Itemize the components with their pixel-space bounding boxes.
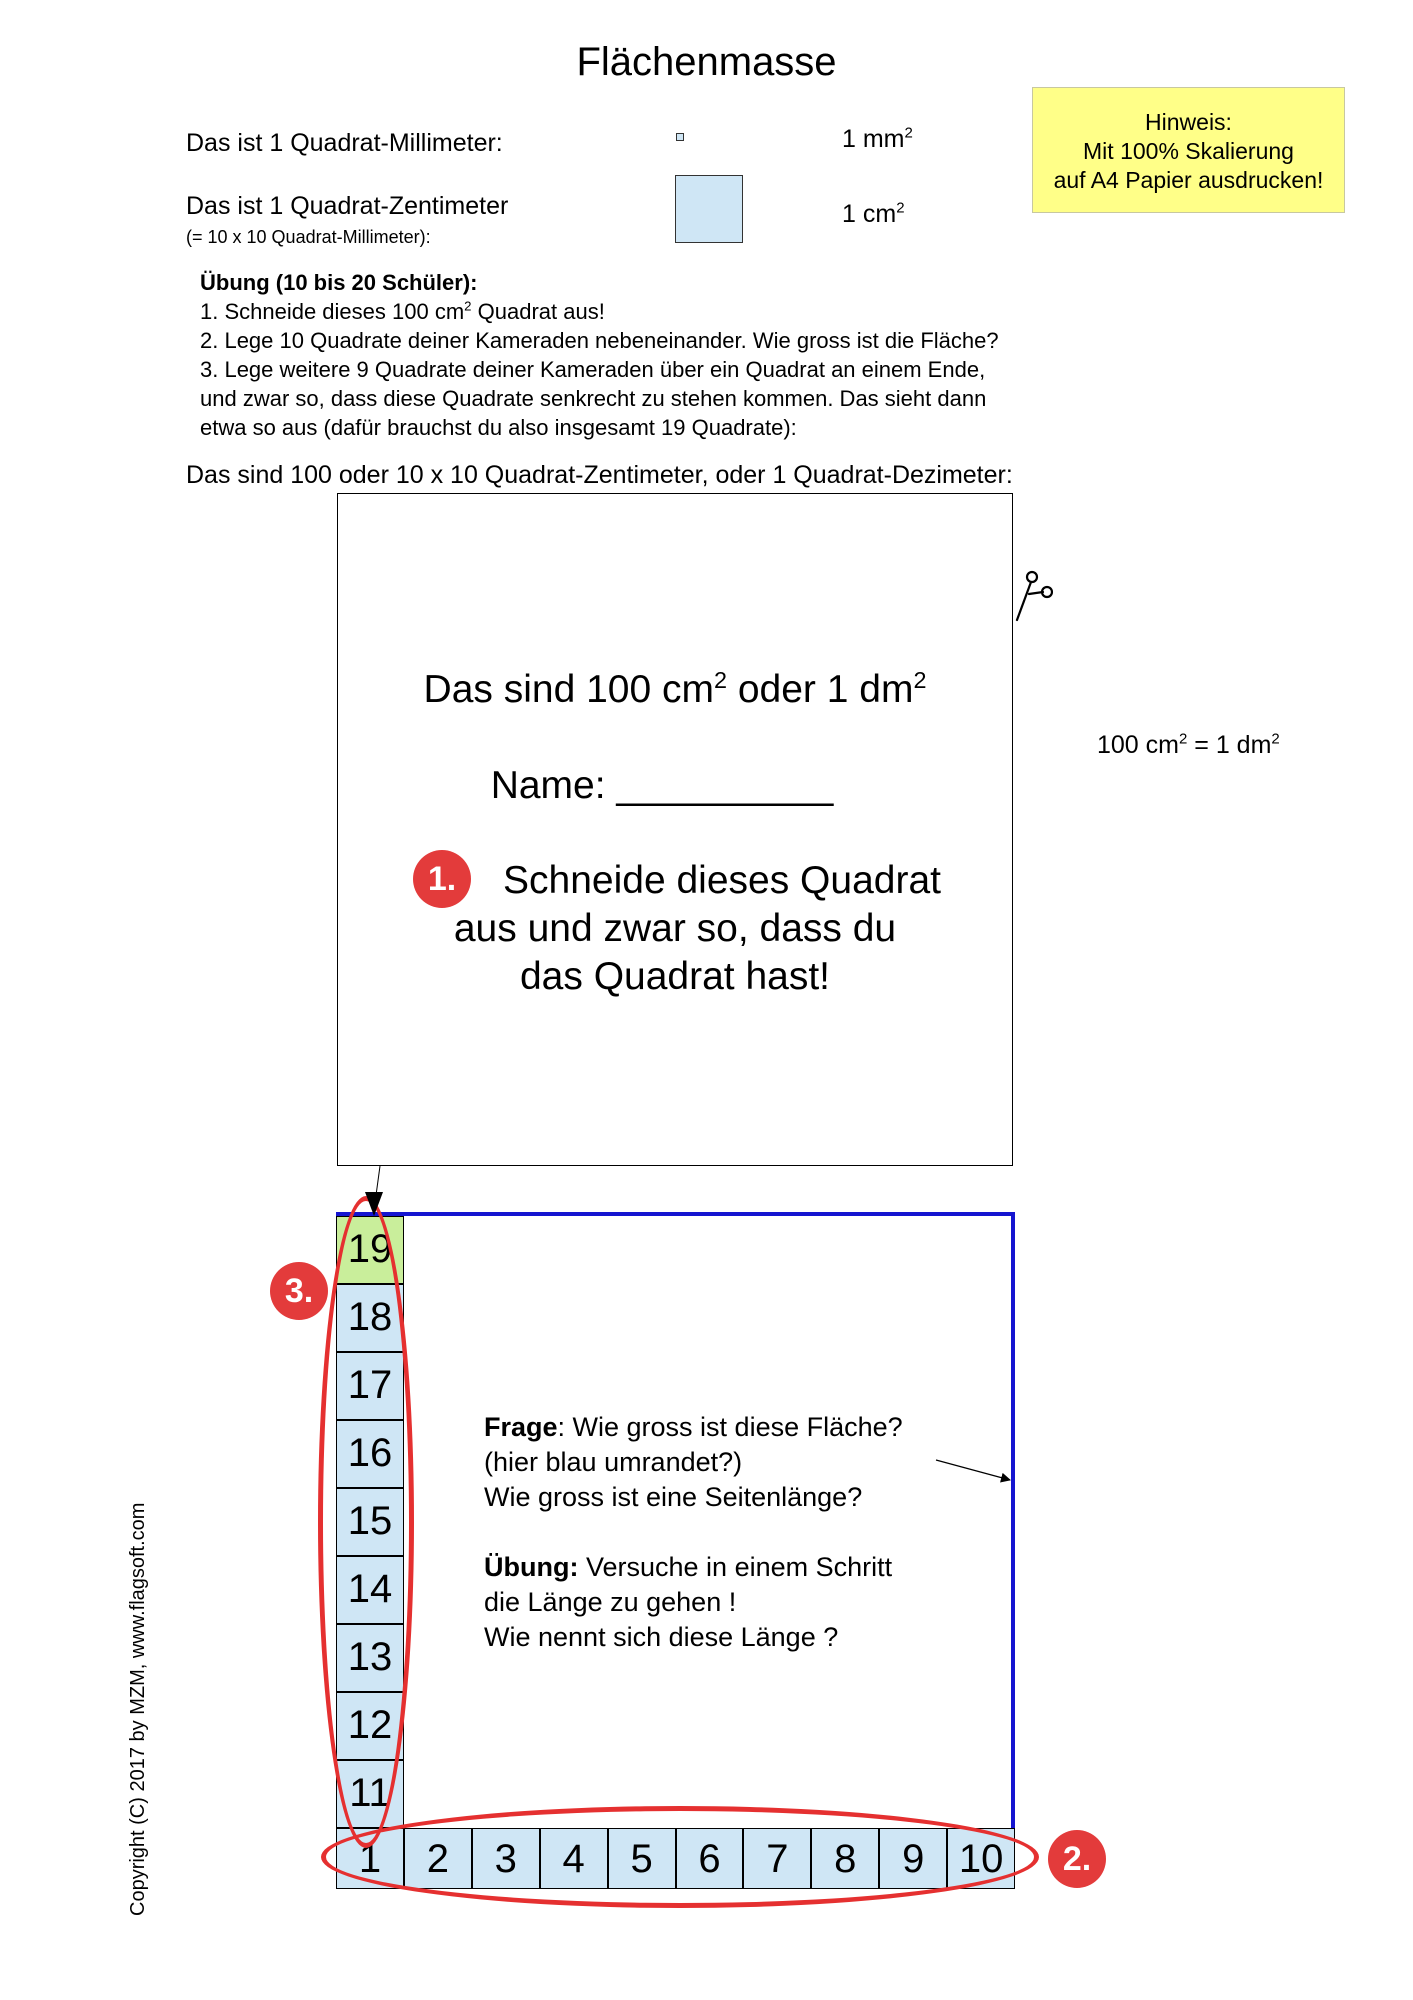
row-cell: 9 xyxy=(879,1828,947,1889)
uebung-line-2: die Länge zu gehen ! xyxy=(484,1587,737,1617)
square-headline-b: oder 1 dm xyxy=(727,668,914,711)
column-cell: 17 xyxy=(336,1352,404,1420)
square-headline-a: Das sind 100 cm xyxy=(423,668,714,711)
square-instruction-line-1: Schneide dieses Quadrat xyxy=(503,859,941,902)
row-cell: 3 xyxy=(472,1828,540,1889)
row-cell: 2 xyxy=(404,1828,472,1889)
column-cell: 11 xyxy=(336,1760,404,1828)
equation-b: = 1 dm xyxy=(1187,731,1272,759)
exercise-line-1-a: 1. Schneide dieses 100 cm xyxy=(200,299,465,324)
column-cell: 18 xyxy=(336,1284,404,1352)
square-headline-exp-2: 2 xyxy=(913,667,927,693)
exercise-line-1-exp: 2 xyxy=(464,298,472,314)
row-cell: 5 xyxy=(608,1828,676,1889)
uebung-line-3: Wie nennt sich diese Länge ? xyxy=(484,1622,839,1652)
exercise-line-4: und zwar so, dass diese Quadrate senkrecht zu stehen kommen. Das sieht dann xyxy=(200,386,987,411)
mm-unit-exp: 2 xyxy=(904,124,913,142)
square-instruction-line-2: aus und zwar so, dass du xyxy=(453,907,897,950)
square-headline-exp-1: 2 xyxy=(714,667,728,693)
frage-label: Frage xyxy=(484,1412,558,1442)
exercise-line-1-b: Quadrat aus! xyxy=(471,299,605,324)
row-cell: 1 xyxy=(336,1828,404,1889)
row-cell: 8 xyxy=(811,1828,879,1889)
page-title: Flächenmasse xyxy=(576,40,837,84)
step-2-badge: 2. xyxy=(1048,1830,1106,1888)
row-cell: 4 xyxy=(540,1828,608,1889)
mm-unit-base: 1 mm xyxy=(842,125,905,153)
exercise-heading: Übung (10 bis 20 Schüler): xyxy=(200,270,478,295)
square-instruction-line-3: das Quadrat hast! xyxy=(519,955,831,998)
exercise-line-2: 2. Lege 10 Quadrate deiner Kameraden nebeneinander. Wie gross ist die Fläche? xyxy=(200,328,999,353)
frage-text: : Wie gross ist diese Fläche? xyxy=(557,1412,903,1442)
question-block xyxy=(484,1410,1004,1655)
row-cell: 7 xyxy=(743,1828,811,1889)
question-line-2: (hier blau umrandet?) xyxy=(484,1447,743,1477)
column-cell: 14 xyxy=(336,1556,404,1624)
equation-exp-2: 2 xyxy=(1271,730,1280,748)
step-3-badge: 3. xyxy=(270,1262,328,1320)
column-cell: 13 xyxy=(336,1624,404,1692)
mm-label: Das ist 1 Quadrat-Millimeter: xyxy=(186,129,503,157)
step-1-badge: 1. xyxy=(413,850,471,908)
column-cell: 12 xyxy=(336,1692,404,1760)
hint-line-3: auf A4 Papier ausdrucken! xyxy=(1053,167,1324,193)
row-cell: 6 xyxy=(676,1828,744,1889)
copyright-notice: Copyright (C) 2017 by MZM, www.flagsoft.com xyxy=(127,1502,149,1916)
exercise-line-3: 3. Lege weitere 9 Quadrate deiner Kameraden über ein Quadrat an einem Ende, xyxy=(200,357,986,382)
column-cell: 19 xyxy=(336,1216,404,1284)
column-cell: 15 xyxy=(336,1488,404,1556)
hint-line-1: Hinweis: xyxy=(1145,109,1232,135)
top-arrow-head xyxy=(365,1192,383,1216)
hint-line-2: Mit 100% Skalierung xyxy=(1083,138,1294,164)
cm-unit-exp: 2 xyxy=(896,199,905,217)
cm-label: Das ist 1 Quadrat-Zentimeter xyxy=(186,192,509,220)
cm-unit-base: 1 cm xyxy=(842,200,897,228)
question-line-1 xyxy=(484,1410,1004,1445)
equation-exp-1: 2 xyxy=(1178,730,1188,748)
uebung-line-1 xyxy=(484,1550,1004,1585)
column-cell: 16 xyxy=(336,1420,404,1488)
name-field: Name: __________ xyxy=(490,764,834,807)
summary-line: Das sind 100 oder 10 x 10 Quadrat-Zentimeter, oder 1 Quadrat-Dezimeter: xyxy=(186,461,1013,489)
row-cell: 10 xyxy=(947,1828,1015,1889)
exercise-line-5: etwa so aus (dafür brauchst du also insgesamt 19 Quadrate): xyxy=(200,415,797,440)
cm-sublabel: (= 10 x 10 Quadrat-Millimeter): xyxy=(186,227,431,247)
uebung-text: Versuche in einem Schritt xyxy=(578,1552,893,1582)
uebung-label: Übung: xyxy=(484,1552,579,1582)
question-line-3: Wie gross ist eine Seitenlänge? xyxy=(484,1482,863,1512)
equation-a: 100 cm xyxy=(1097,731,1179,759)
